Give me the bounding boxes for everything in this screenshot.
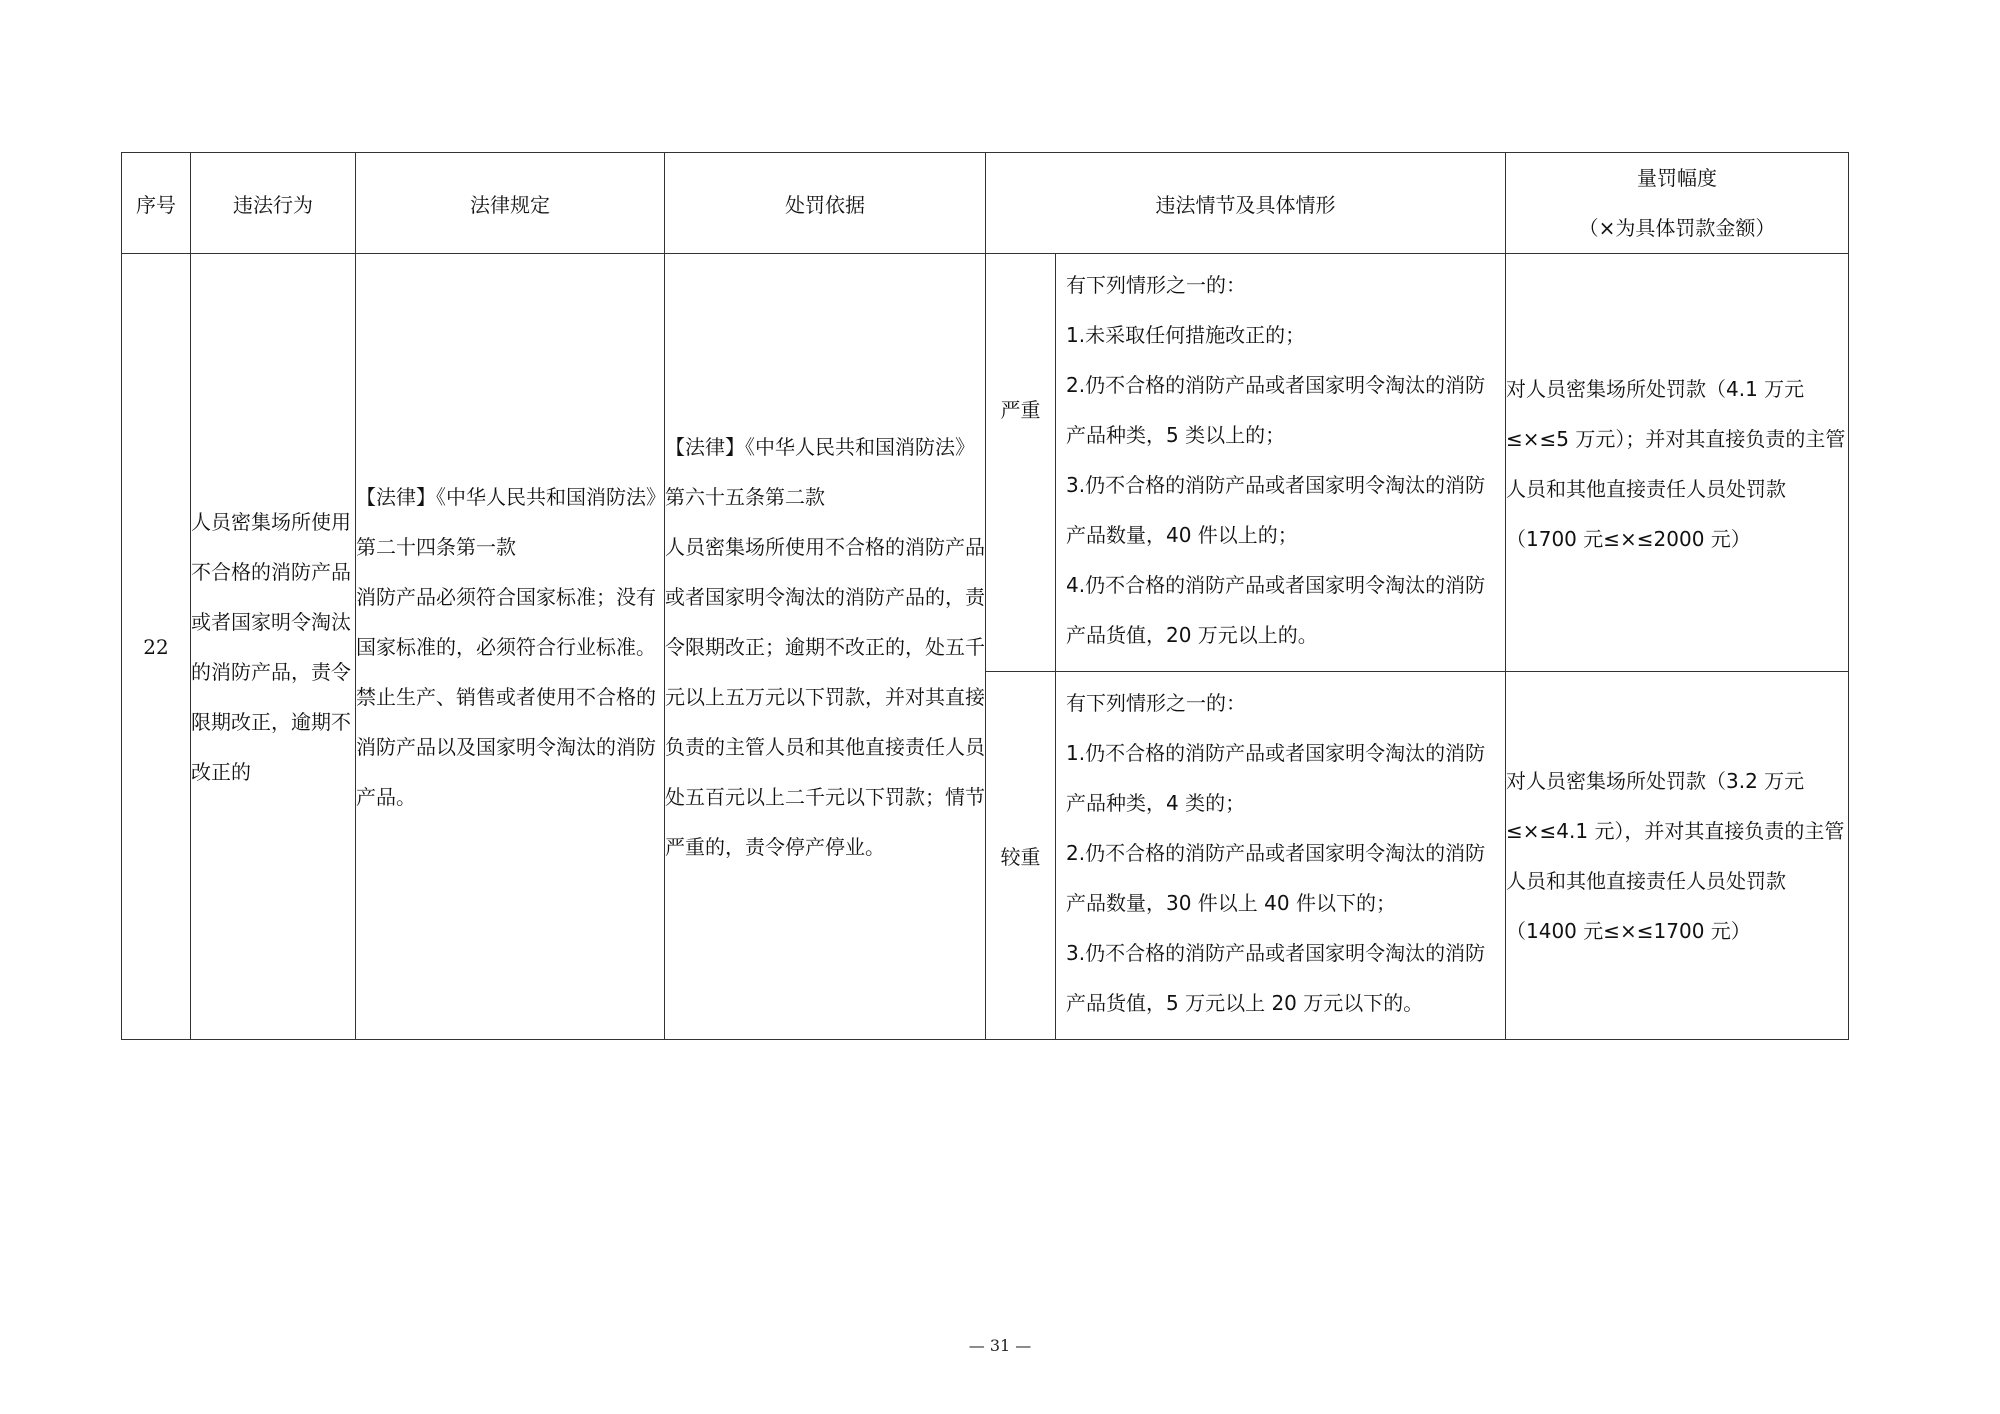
detail-major-item-3: 3.仍不合格的消防产品或者国家明令淘汰的消防产品货值，5 万元以上 20 万元以下的。	[1066, 941, 1486, 1015]
header-range-title: 量罚幅度	[1637, 166, 1717, 190]
detail-severe-item-4: 4.仍不合格的消防产品或者国家明令淘汰的消防产品货值，20 万元以上的。	[1066, 573, 1486, 647]
row-violation	[191, 254, 356, 1040]
table-header-row	[122, 153, 1849, 254]
detail-severe-item-1: 1.未采取任何措施改正的；	[1066, 323, 1306, 347]
law-text: 消防产品必须符合国家标准；没有国家标准的，必须符合行业标准。禁止生产、销售或者使用不合格的消防产品以及国家明令淘汰的消防产品。	[356, 584, 656, 809]
detail-severe-item-3: 3.仍不合格的消防产品或者国家明令淘汰的消防产品数量，40 件以上的；	[1066, 473, 1486, 547]
detail-severe-intro: 有下列情形之一的：	[1066, 273, 1246, 297]
row-seq: 22	[122, 254, 191, 1040]
page-number: — 31 —	[968, 1336, 1032, 1355]
detail-severe	[1056, 254, 1506, 672]
penalty-severe-text: 对人员密集场所处罚款（4.1 万元≤×≤5 万元）；并对其直接负责的主管人员和其他直接责任人员处罚款（1700 元≤×≤2000 元）	[1506, 377, 1846, 551]
header-range	[1506, 153, 1849, 254]
header-law: 法律规定	[356, 153, 665, 254]
penalty-table	[121, 152, 1849, 1040]
level-severe: 严重	[986, 254, 1056, 672]
detail-major	[1056, 672, 1506, 1040]
row-law	[356, 254, 665, 1040]
detail-major-item-1: 1.仍不合格的消防产品或者国家明令淘汰的消防产品种类，4 类的；	[1066, 741, 1486, 815]
basis-text: 人员密集场所使用不合格的消防产品或者国家明令淘汰的消防产品的，责令限期改正；逾期不改正的，处五千元以上五万元以下罚款，并对其直接负责的主管人员和其他直接责任人员处五百元以上二千元以下罚款；情节严重的，责令停产停业。	[665, 534, 985, 859]
header-basis: 处罚依据	[665, 153, 986, 254]
penalty-major-text: 对人员密集场所处罚款（3.2 万元≤×≤4.1 元），并对其直接负责的主管人员和其他直接责任人员处罚款（1400 元≤×≤1700 元）	[1506, 768, 1845, 943]
level-major: 较重	[986, 672, 1056, 1040]
violation-text: 人员密集场所使用不合格的消防产品或者国家明令淘汰的消防产品，责令限期改正，逾期不改正的	[191, 509, 351, 784]
detail-major-item-2: 2.仍不合格的消防产品或者国家明令淘汰的消防产品数量，30 件以上 40 件以下的；	[1066, 841, 1486, 915]
table-row	[122, 254, 1849, 672]
header-seq: 序号	[122, 153, 191, 254]
basis-citation: 【法律】《中华人民共和国消防法》第六十五条第二款	[665, 434, 975, 509]
penalty-major	[1506, 672, 1849, 1040]
detail-major-intro: 有下列情形之一的：	[1066, 691, 1246, 715]
header-circumstances: 违法情节及具体情形	[986, 153, 1506, 254]
row-basis	[665, 254, 986, 1040]
detail-severe-item-2: 2.仍不合格的消防产品或者国家明令淘汰的消防产品种类，5 类以上的；	[1066, 373, 1486, 447]
penalty-severe	[1506, 254, 1849, 672]
header-range-note: （×为具体罚款金额）	[1578, 216, 1776, 240]
law-citation: 【法律】《中华人民共和国消防法》第二十四条第一款	[356, 484, 656, 559]
header-violation: 违法行为	[191, 153, 356, 254]
